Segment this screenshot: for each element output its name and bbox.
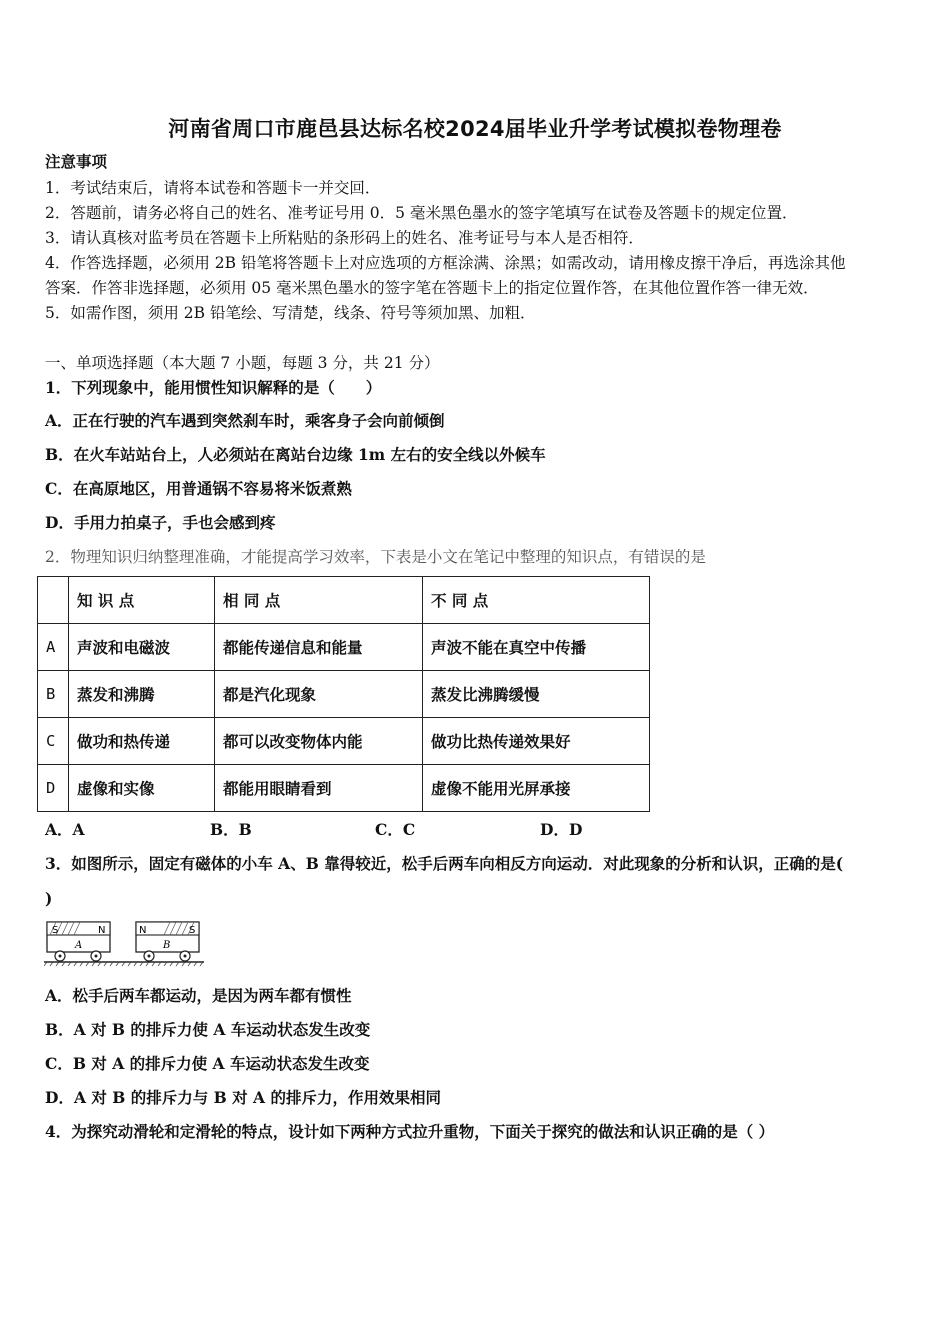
table-cell: 虚像和实像 bbox=[69, 765, 215, 812]
question-3-option-c: C．B 对 A 的排斥力使 A 车运动状态发生改变 bbox=[45, 1054, 370, 1073]
table-cell: 都可以改变物体内能 bbox=[215, 718, 423, 765]
question-2-option-d: D．D bbox=[540, 820, 583, 839]
notes-item: 4．作答选择题，必须用 2B 铅笔将答题卡上对应选项的方框涂满、涂黑；如需改动，请用橡皮擦干净后，再选涂其他 bbox=[45, 254, 846, 272]
table-header-cell bbox=[38, 577, 69, 624]
question-2-option-b: B．B bbox=[210, 820, 252, 839]
table-header-cell: 不 同 点 bbox=[423, 577, 650, 624]
table-cell: A bbox=[38, 624, 69, 671]
question-3-stem: 3．如图所示，固定有磁体的小车 A、B 靠得较近，松手后两车向相反方向运动．对此现象的分析和认识，正确的是( bbox=[45, 854, 844, 873]
question-3-option-d: D．A 对 B 的排斥力与 B 对 A 的排斥力，作用效果相同 bbox=[45, 1088, 441, 1107]
notes-heading: 注意事项 bbox=[45, 152, 108, 171]
magnet-carts-figure bbox=[44, 919, 206, 967]
table-cell: 都能传递信息和能量 bbox=[215, 624, 423, 671]
question-2-option-c: C．C bbox=[375, 820, 416, 839]
question-1-stem: 1．下列现象中，能用惯性知识解释的是（ ） bbox=[45, 378, 382, 397]
table-cell: 蒸发和沸腾 bbox=[69, 671, 215, 718]
section-heading: 一、单项选择题（本大题 7 小题，每题 3 分，共 21 分） bbox=[45, 354, 440, 372]
question-1-option-d: D．手用力拍桌子，手也会感到疼 bbox=[45, 513, 276, 532]
table-row bbox=[38, 624, 650, 671]
table-cell: 声波和电磁波 bbox=[69, 624, 215, 671]
cart-b-pole-s: S bbox=[189, 925, 196, 936]
table-row bbox=[38, 765, 650, 812]
notes-item: 答案．作答非选择题，必须用 05 毫米黑色墨水的签字笔在答题卡上的指定位置作答，在其他位置作答一律无效． bbox=[45, 279, 819, 297]
table-cell: C bbox=[38, 718, 69, 765]
cart-a-pole-n: N bbox=[98, 925, 106, 936]
table-cell: 都是汽化现象 bbox=[215, 671, 423, 718]
notes-item: 2．答题前，请务必将自己的姓名、准考证号用 0．5 毫米黑色墨水的签字笔填写在试卷及答题卡的规定位置． bbox=[45, 204, 798, 222]
table-cell: 做功比热传递效果好 bbox=[423, 718, 650, 765]
cart-b bbox=[136, 922, 199, 961]
table-cell: 虚像不能用光屏承接 bbox=[423, 765, 650, 812]
cart-a-label: A bbox=[75, 940, 83, 951]
page-title: 河南省周口市鹿邑县达标名校2024届毕业升学考试模拟卷物理卷 bbox=[168, 117, 782, 141]
table-cell: 做功和热传递 bbox=[69, 718, 215, 765]
question-3-stem-end: ) bbox=[45, 889, 53, 908]
notes-item: 1．考试结束后，请将本试卷和答题卡一并交回． bbox=[45, 179, 381, 197]
table-header-cell: 相 同 点 bbox=[215, 577, 423, 624]
cart-a-pole-s: S bbox=[52, 925, 59, 936]
table-header-cell: 知 识 点 bbox=[69, 577, 215, 624]
notes-item: 5．如需作图，须用 2B 铅笔绘、写清楚，线条、符号等须加黑、加粗． bbox=[45, 304, 536, 322]
question-1-option-c: C．在高原地区，用普通锅不容易将米饭煮熟 bbox=[45, 479, 352, 498]
table-row bbox=[38, 718, 650, 765]
question-2-stem: 2．物理知识归纳整理准确，才能提高学习效率，下表是小文在笔记中整理的知识点，有错误的是 bbox=[45, 548, 706, 566]
table-cell: B bbox=[38, 671, 69, 718]
question-4-stem: 4．为探究动滑轮和定滑轮的特点，设计如下两种方式拉升重物，下面关于探究的做法和认识正确的是（ ） bbox=[45, 1122, 775, 1141]
table-header-row bbox=[38, 577, 650, 624]
table-cell: D bbox=[38, 765, 69, 812]
question-3-option-a: A．松手后两车都运动，是因为两车都有惯性 bbox=[45, 986, 352, 1005]
table-cell: 都能用眼睛看到 bbox=[215, 765, 423, 812]
table-row bbox=[38, 671, 650, 718]
notes-item: 3．请认真核对监考员在答题卡上所粘贴的条形码上的姓名、准考证号与本人是否相符． bbox=[45, 229, 644, 247]
cart-a bbox=[47, 922, 110, 961]
question-1-option-a: A．正在行驶的汽车遇到突然刹车时，乘客身子会向前倾倒 bbox=[45, 411, 445, 430]
table-cell: 声波不能在真空中传播 bbox=[423, 624, 650, 671]
question-2-options bbox=[45, 818, 705, 840]
cart-b-pole-n: N bbox=[139, 925, 147, 936]
table-cell: 蒸发比沸腾缓慢 bbox=[423, 671, 650, 718]
question-3-option-b: B．A 对 B 的排斥力使 A 车运动状态发生改变 bbox=[45, 1020, 371, 1039]
question-2-option-a: A．A bbox=[45, 820, 85, 839]
cart-b-label: B bbox=[163, 940, 171, 951]
knowledge-table bbox=[37, 576, 650, 812]
question-1-option-b: B．在火车站站台上，人必须站在离站台边缘 1m 左右的安全线以外候车 bbox=[45, 445, 546, 464]
